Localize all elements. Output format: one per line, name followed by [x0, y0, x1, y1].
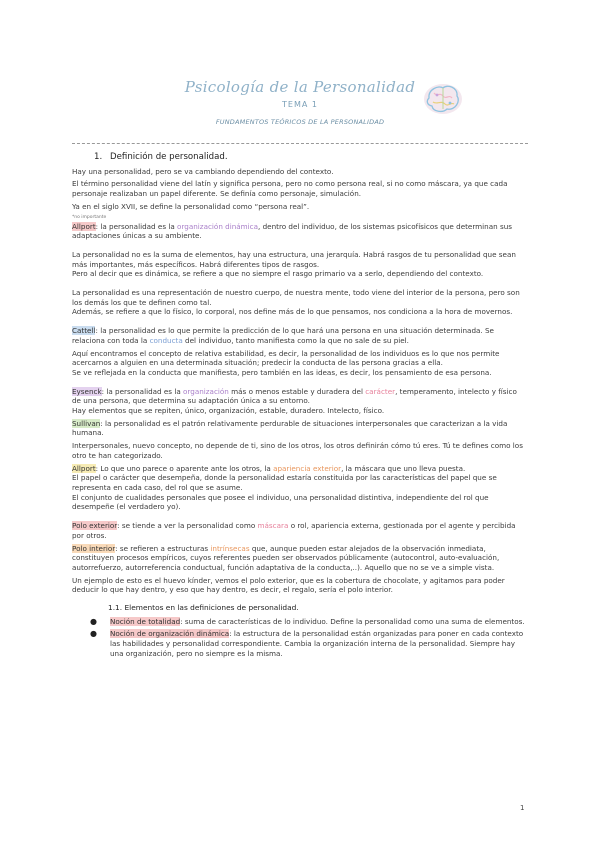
definition-polo-exterior: Polo exterior: se tiende a ver la personalidad como máscara o rol, apariencia externa, gestionada por el agente y percibida por otros. — [72, 521, 516, 540]
brain-doodle-icon — [421, 81, 465, 117]
concept-highlight: Polo exterior — [72, 521, 118, 531]
page-number: 1 — [520, 804, 525, 812]
paragraph: Hay elementos que se repiten, único, organización, estable, duradero. Intelecto, físico. — [72, 406, 385, 416]
author-highlight: Allport — [72, 463, 96, 473]
paragraph: El papel o carácter que desempeña, donde la personalidad estaría constituida por las características del papel que se representa en cada caso, del rol que se asume. — [72, 473, 497, 492]
definition-polo-interior: Polo interior: se refieren a estructuras intrínsecas que, aunque pueden estar alejados de la observación inmediata, constituyen procesos empíricos, cuyos referentes pueden ser observados públicamente (autocontrol, auto-evaluación, autorrefuerzo, autorreferencia conductual, función adaptativa de la conducta,..). Aquello que no se ve a simple vista. — [72, 543, 500, 572]
paragraph: Interpersonales, nuevo concepto, no depende de ti, sino de los otros, los otros definirán cómo tú eres. Tú te defines como los otro te han categorizado. — [72, 441, 523, 460]
author-highlight: Eysenck — [72, 386, 102, 396]
author-highlight: Cattell — [72, 326, 96, 336]
definition-cattell: Cattell: la personalidad es lo que permite la predicción de lo que hará una persona en una situación determinada. Se relaciona con toda la conducta del individuo, tanto manifiesta como la que no sale de su piel. — [72, 326, 494, 345]
footnote: *no importante — [72, 214, 107, 220]
author-highlight: Sullivan — [72, 418, 101, 428]
paragraph: Hay una personalidad, pero se va cambiando dependiendo del contexto. — [72, 166, 334, 176]
paragraph: Se ve reflejada en la conducta que manifiesta, pero también en las ideas, es decir, los pensamiento de esa persona. — [72, 367, 492, 377]
paragraph: Pero al decir que es dinámica, se refiere a que no siempre el rasgo primario va a serlo, dependiendo del contexto. — [72, 269, 484, 279]
paragraph: Aquí encontramos el concepto de relativa estabilidad, es decir, la personalidad de los individuos es lo que nos permite acercarnos a alguien en una determinada situación; predecir la conducta de las persona gracias a ella. — [72, 348, 500, 368]
document-title: Psicología de la Personalidad — [184, 78, 416, 96]
concept-highlight: Noción de organización dinámica — [110, 629, 230, 639]
document-subtitle: FUNDAMENTOS TEÓRICOS DE LA PERSONALIDAD — [215, 118, 385, 126]
definition-allport: Allport: la personalidad es la organización dinámica, dentro del individuo, de los sistemas psicofísicos que determinan sus adaptaciones únicas a su ambiente. — [72, 221, 513, 241]
paragraph: Un ejemplo de esto es el huevo kínder, vemos el polo exterior, que es la cobertura de chocolate, y agitamos para poder deducir lo que hay dentro, y eso que hay dentro, es decir, el regalo, sería el polo interior. — [72, 575, 505, 595]
concept-highlight: Noción de totalidad — [110, 616, 181, 626]
concept-highlight: Polo interior — [72, 543, 116, 553]
definition-sullivan: Sullivan: la personalidad es el patrón relativamente perdurable de situaciones interpersonales que caracterizan a la vida humana. — [72, 418, 508, 438]
topic-label: TEMA 1 — [282, 100, 318, 109]
document-body — [72, 149, 528, 662]
bullet-icon: ● — [90, 616, 97, 626]
author-highlight: Allport — [72, 221, 96, 231]
elements-list — [72, 617, 528, 659]
section-number: 1. — [94, 152, 103, 162]
paragraph: El conjunto de cualidades personales que posee el individuo, una personalidad distintiva, independiente del rol que desempeñe (el verdadero yo). — [72, 492, 489, 512]
definition-eysenck: Eysenck: la personalidad es la organización más o menos estable y duradera del carácter, temperamento, intelecto y físico de una persona, que determina su adaptación única a su entorno. — [72, 386, 517, 406]
section-title: Definición de personalidad. — [110, 152, 228, 162]
header-divider — [72, 143, 528, 144]
key-term: máscara — [257, 521, 289, 531]
key-term: organización dinámica — [177, 221, 259, 231]
key-term: organización — [183, 386, 229, 396]
list-item: ● Noción de totalidad: suma de características de lo individuo. Define la personalidad como una suma de elementos. — [90, 616, 525, 626]
subsection-title: Elementos en las definiciones de personalidad. — [124, 603, 299, 613]
paragraph: La personalidad no es la suma de elementos, hay una estructura, una jerarquía. Habrá rasgos de tu personalidad que sean más importantes, más específicos. Habrá diferentes tipos de rasgos. — [72, 249, 516, 269]
paragraph: La personalidad es una representación de nuestro cuerpo, de nuestra mente, todo viene del interior de la persona, pero son los demás los que te definen como tal. — [72, 288, 520, 307]
list-item: ● Noción de organización dinámica: la estructura de la personalidad están organizadas para poner en cada contexto las habilidades y personalidad correspondiente. Cambia la organización interna de la personalidad. Siempre hay una organización, pero no siempre es la misma. — [90, 629, 524, 658]
definition-allport-2: Allport: Lo que uno parece o aparente ante los otros, la apariencia exterior, la máscara que uno lleva puesta. — [72, 463, 466, 473]
bullet-icon: ● — [90, 629, 97, 639]
paragraph: El término personalidad viene del latín y significa persona, pero no como persona real, si no como máscara, ya que cada personaje realizaban un papel diferente. Se definía como personaje, simulación. — [72, 179, 508, 199]
paragraph: Además, se refiere a que lo físico, lo corporal, nos define más de lo que pensamos, nos condiciona a la hora de movernos. — [72, 307, 513, 317]
subsection-heading — [108, 603, 528, 613]
key-term: carácter — [365, 386, 396, 396]
key-term: conducta — [149, 335, 183, 345]
section-heading — [94, 153, 528, 163]
paragraph: Ya en el siglo XVII, se define la personalidad como “persona real”. — [72, 201, 310, 211]
key-term: apariencia exterior — [273, 463, 342, 473]
subsection-number: 1.1. — [108, 603, 123, 613]
key-term: intrínsecas — [210, 543, 250, 553]
